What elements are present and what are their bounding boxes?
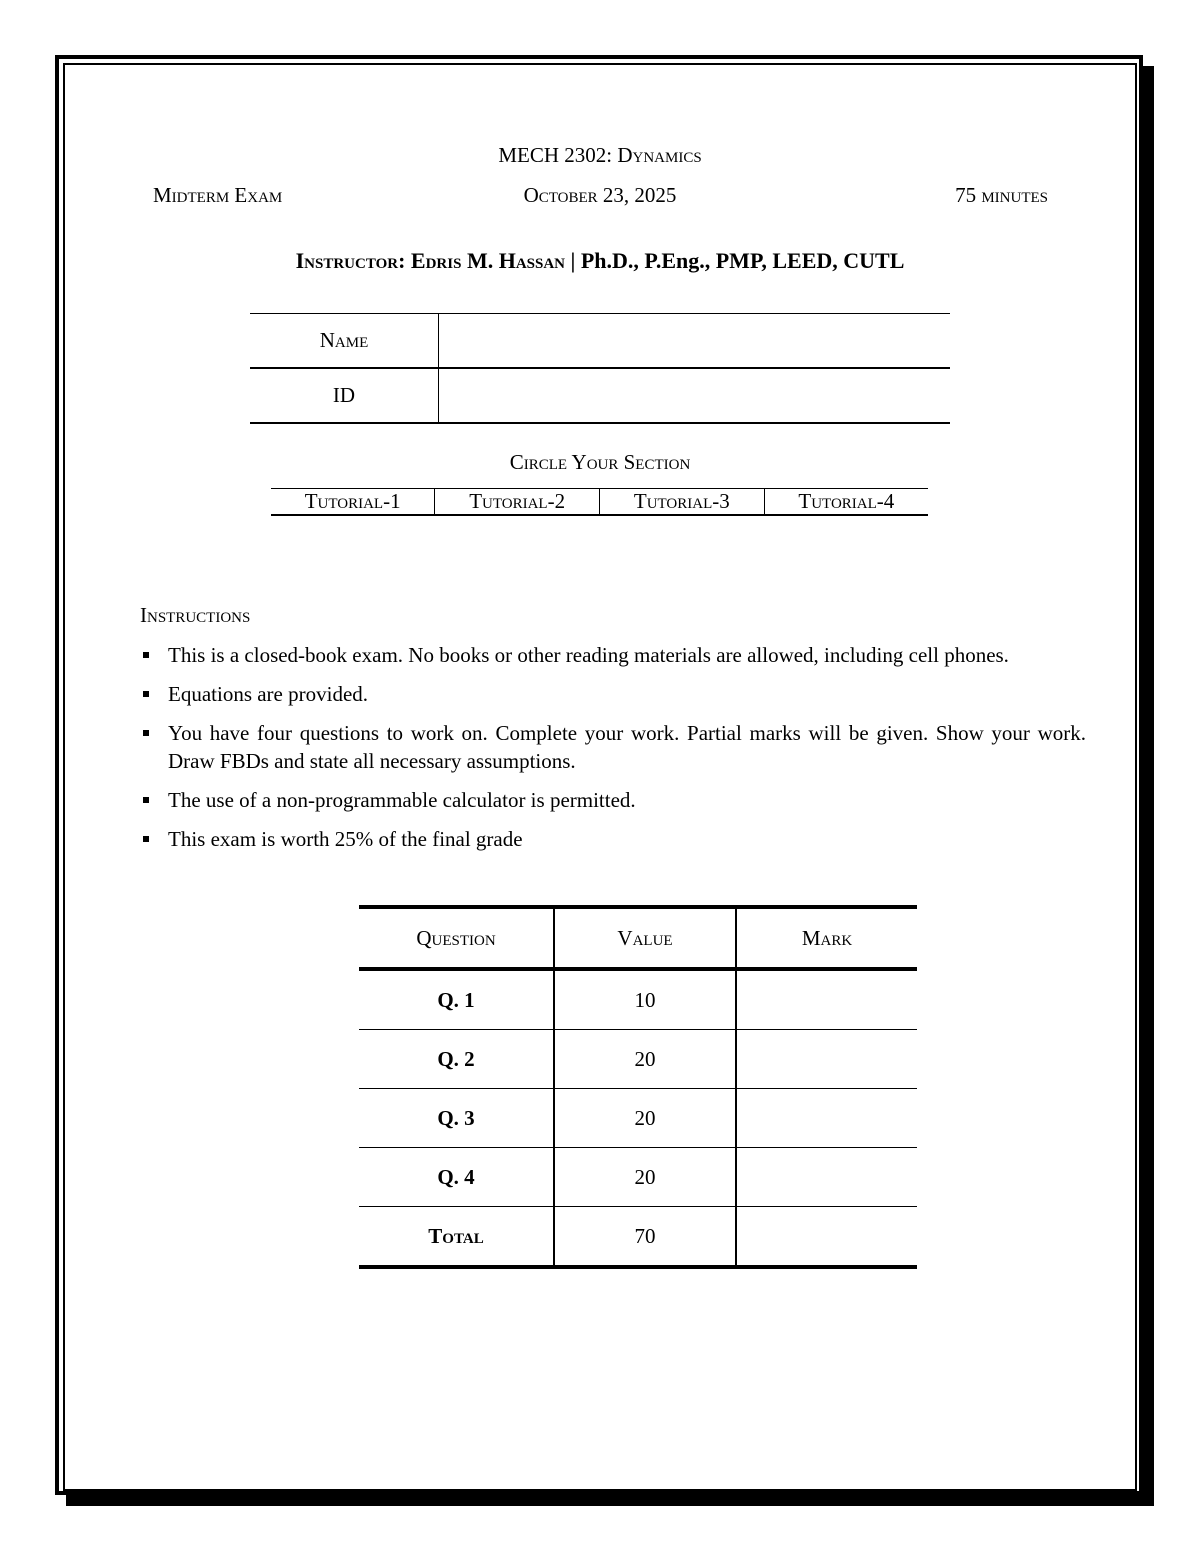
bullet-icon: [143, 836, 149, 842]
exam-duration: 75 minutes: [955, 183, 1048, 207]
tutorial-option-4[interactable]: Tutorial-4: [764, 489, 928, 516]
tutorial-option-3[interactable]: Tutorial-3: [599, 489, 764, 516]
instruction-text: This exam is worth 25% of the final grade: [168, 827, 523, 851]
total-label-cell: Total: [359, 1207, 554, 1268]
mark-cell[interactable]: [736, 969, 917, 1030]
mark-cell[interactable]: [736, 1089, 917, 1148]
bullet-icon: [143, 797, 149, 803]
exam-date: October 23, 2025: [523, 183, 677, 207]
table-row: [359, 1089, 917, 1148]
list-item: [140, 719, 1086, 775]
instruction-text: The use of a non-programmable calculator is permitted.: [168, 788, 636, 812]
question-cell: Q. 4: [359, 1148, 554, 1207]
exam-label: Midterm Exam: [153, 183, 283, 207]
name-row: [250, 314, 950, 369]
name-field[interactable]: [439, 314, 951, 369]
name-label: Name: [250, 314, 439, 369]
list-item: [140, 786, 1086, 814]
bullet-icon: [143, 691, 149, 697]
value-cell: 20: [554, 1148, 736, 1207]
instruction-text: Equations are provided.: [168, 682, 369, 706]
value-cell: 20: [554, 1089, 736, 1148]
value-header: Value: [554, 907, 736, 969]
tutorial-option-1[interactable]: Tutorial-1: [271, 489, 435, 516]
instructions-heading: Instructions: [140, 603, 251, 627]
question-header: Question: [359, 907, 554, 969]
list-item: [140, 680, 1086, 708]
course-title: [0, 143, 1200, 168]
total-value-cell: 70: [554, 1207, 736, 1268]
table-row: [359, 1148, 917, 1207]
mark-cell[interactable]: [736, 1148, 917, 1207]
tutorial-option-2[interactable]: Tutorial-2: [435, 489, 600, 516]
instructor-credentials: | Ph.D., P.Eng., PMP, LEED, CUTL: [570, 248, 905, 273]
table-row-total: [359, 1207, 917, 1268]
mark-header: Mark: [736, 907, 917, 969]
bullet-icon: [143, 652, 149, 658]
instruction-text: This is a closed-book exam. No books or other reading materials are allowed, including cell phones.: [168, 643, 1009, 667]
course-name: Dynamics: [617, 143, 702, 167]
table-row: [359, 969, 917, 1030]
instructor-name: Edris M. Hassan: [410, 248, 565, 273]
bullet-icon: [143, 730, 149, 736]
total-mark-cell[interactable]: [736, 1207, 917, 1268]
question-cell: Q. 1: [359, 969, 554, 1030]
tutorial-section-table: [271, 488, 928, 516]
instruction-text: You have four questions to work on. Complete your work. Partial marks will be given. Show your work. Draw FBDs and state all necessary assumptions.: [168, 721, 1086, 773]
instructor-line: [0, 248, 1200, 274]
section-heading: Circle Your Section: [509, 450, 691, 474]
list-item: [140, 825, 1086, 853]
student-info-table: [250, 313, 950, 424]
list-item: [140, 641, 1086, 669]
instructions-list: [140, 641, 1086, 864]
instructor-label: Instructor:: [295, 248, 406, 273]
table-row: [359, 1030, 917, 1089]
id-field[interactable]: [439, 368, 951, 423]
id-label: ID: [250, 368, 439, 423]
marks-table: [359, 905, 917, 1269]
course-code: MECH 2302:: [498, 143, 613, 167]
value-cell: 10: [554, 969, 736, 1030]
id-row: [250, 368, 950, 423]
mark-cell[interactable]: [736, 1030, 917, 1089]
marks-header-row: [359, 907, 917, 969]
question-cell: Q. 3: [359, 1089, 554, 1148]
value-cell: 20: [554, 1030, 736, 1089]
question-cell: Q. 2: [359, 1030, 554, 1089]
